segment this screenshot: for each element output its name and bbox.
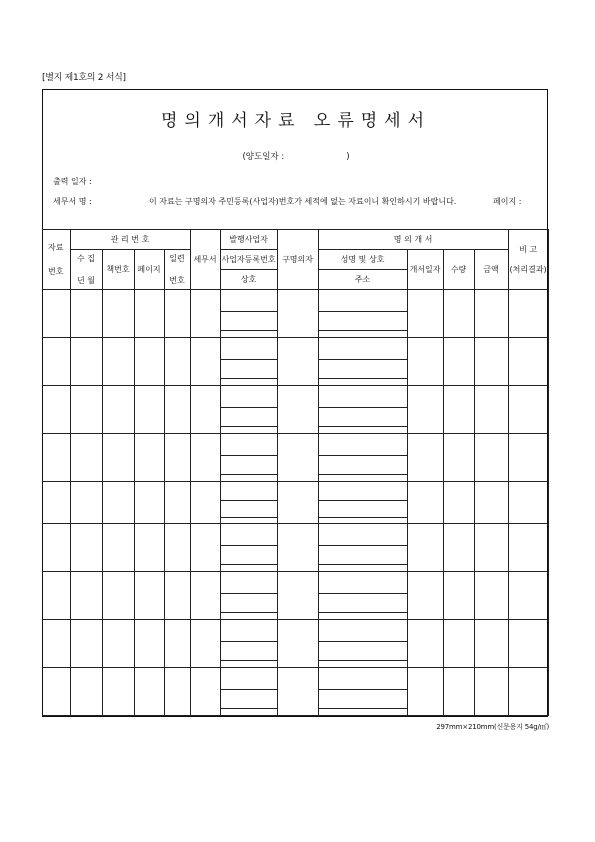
transfer-date-open: (양도일자 : — [242, 152, 285, 162]
header-serial: 일련 번호 — [164, 250, 190, 290]
table-cell — [318, 524, 407, 572]
cell-divider — [319, 641, 407, 642]
table-cell — [508, 386, 548, 434]
table-cell — [42, 572, 70, 620]
cell-divider — [319, 660, 407, 661]
table-cell — [134, 668, 164, 716]
cell-divider — [221, 612, 277, 613]
table-cell — [508, 620, 548, 668]
table-cell — [508, 434, 548, 482]
table-cell — [42, 524, 70, 572]
cell-divider — [319, 474, 407, 475]
table-cell — [220, 620, 277, 668]
table-cell — [42, 290, 70, 338]
table-cell — [134, 524, 164, 572]
error-table — [42, 229, 549, 716]
table-cell — [134, 386, 164, 434]
table-cell — [102, 572, 134, 620]
page-label: 페이지 : — [493, 197, 522, 206]
table-cell — [277, 338, 318, 386]
table-cell — [164, 620, 190, 668]
table-cell — [443, 434, 474, 482]
cell-divider — [319, 500, 407, 501]
table-cell — [277, 572, 318, 620]
table-cell — [220, 572, 277, 620]
table-cell — [407, 572, 443, 620]
transfer-date-close: ) — [346, 152, 350, 162]
table-cell — [42, 620, 70, 668]
table-cell — [407, 668, 443, 716]
table-cell — [443, 338, 474, 386]
table-cell — [277, 434, 318, 482]
table-row — [42, 434, 548, 482]
table-cell — [474, 482, 508, 524]
header-quantity: 수량 — [443, 250, 474, 290]
table-cell — [134, 290, 164, 338]
cell-divider — [319, 455, 407, 456]
paper-spec: 297mm×210mm(신문용지 54g/㎡) — [436, 723, 549, 731]
cell-divider — [221, 359, 277, 360]
table-cell — [134, 620, 164, 668]
table-cell — [42, 482, 70, 524]
table-cell — [164, 434, 190, 482]
cell-divider — [221, 689, 277, 690]
table-cell — [407, 620, 443, 668]
table-cell — [70, 290, 102, 338]
table-row — [42, 338, 548, 386]
table-cell — [70, 524, 102, 572]
table-cell — [220, 338, 277, 386]
header-trade-name: 상호 — [220, 270, 277, 290]
table-cell — [164, 668, 190, 716]
cell-divider — [221, 708, 277, 709]
transfer-date-line — [43, 150, 549, 162]
table-cell — [474, 338, 508, 386]
table-cell — [70, 338, 102, 386]
table-cell — [508, 572, 548, 620]
table-cell — [220, 482, 277, 524]
header-tax-office: 세무서 — [190, 230, 220, 290]
table-cell — [407, 434, 443, 482]
table-cell — [190, 434, 220, 482]
table-cell — [277, 482, 318, 524]
table-cell — [190, 620, 220, 668]
table-row — [42, 668, 548, 716]
table-cell — [318, 290, 407, 338]
table-cell — [134, 338, 164, 386]
header-collect: 수 집 년 월 — [70, 250, 102, 290]
cell-divider — [221, 500, 277, 501]
table-cell — [443, 572, 474, 620]
table-cell — [407, 290, 443, 338]
cell-divider — [319, 593, 407, 594]
table-cell — [70, 482, 102, 524]
table-cell — [220, 386, 277, 434]
cell-divider — [221, 593, 277, 594]
table-row — [42, 386, 548, 434]
table-cell — [102, 524, 134, 572]
header-biz-reg-no: 사업자등록번호 — [220, 250, 277, 270]
cell-divider — [319, 426, 407, 427]
table-row — [42, 620, 548, 668]
table-cell — [102, 482, 134, 524]
table-cell — [42, 386, 70, 434]
table-cell — [443, 290, 474, 338]
table-cell — [70, 620, 102, 668]
cell-divider — [319, 689, 407, 690]
cell-divider — [221, 517, 277, 518]
table-cell — [508, 668, 548, 716]
cell-divider — [221, 660, 277, 661]
table-cell — [190, 482, 220, 524]
table-cell — [318, 668, 407, 716]
table-cell — [164, 482, 190, 524]
table-cell — [42, 338, 70, 386]
table-cell — [474, 620, 508, 668]
table-cell — [277, 386, 318, 434]
table-cell — [443, 386, 474, 434]
table-row — [42, 524, 548, 572]
header-record-no: 자료 번호 — [42, 230, 70, 290]
cell-divider — [221, 426, 277, 427]
cell-divider — [319, 311, 407, 312]
table-cell — [190, 386, 220, 434]
table-cell — [42, 668, 70, 716]
cell-divider — [319, 545, 407, 546]
table-cell — [190, 668, 220, 716]
table-row — [42, 290, 548, 338]
table-row — [42, 482, 548, 524]
table-cell — [70, 386, 102, 434]
table-cell — [102, 620, 134, 668]
table-cell — [102, 338, 134, 386]
header-former-holder: 구명의자 — [277, 230, 318, 290]
table-cell — [70, 668, 102, 716]
table-cell — [318, 482, 407, 524]
table-cell — [443, 524, 474, 572]
cell-divider — [221, 407, 277, 408]
table-cell — [190, 572, 220, 620]
cell-divider — [221, 545, 277, 546]
table-cell — [508, 524, 548, 572]
cell-divider — [319, 517, 407, 518]
cell-divider — [221, 474, 277, 475]
table-row — [42, 572, 548, 620]
table-cell — [70, 572, 102, 620]
table-cell — [190, 290, 220, 338]
table-cell — [508, 338, 548, 386]
header-name-trade: 성명 및 상호 — [318, 250, 407, 270]
table-cell — [190, 524, 220, 572]
table-cell — [508, 482, 548, 524]
print-date-label: 출력 일자 : — [53, 177, 92, 186]
header-transfer: 명 의 개 서 — [318, 230, 508, 250]
table-cell — [220, 434, 277, 482]
table-cell — [164, 290, 190, 338]
table-cell — [42, 434, 70, 482]
table-cell — [474, 524, 508, 572]
table-cell — [220, 290, 277, 338]
table-cell — [164, 572, 190, 620]
table-cell — [134, 482, 164, 524]
header-issuer: 발행사업자 — [220, 230, 277, 250]
cell-divider — [221, 378, 277, 379]
header-amount: 금액 — [474, 250, 508, 290]
table-cell — [508, 290, 548, 338]
table-cell — [474, 572, 508, 620]
table-cell — [443, 482, 474, 524]
table-cell — [407, 524, 443, 572]
table-cell — [164, 338, 190, 386]
table-cell — [164, 524, 190, 572]
table-cell — [134, 434, 164, 482]
cell-divider — [319, 407, 407, 408]
table-cell — [474, 386, 508, 434]
header-book-no: 책번호 — [102, 250, 134, 290]
table-cell — [407, 482, 443, 524]
cell-divider — [319, 708, 407, 709]
table-cell — [443, 668, 474, 716]
table-cell — [102, 290, 134, 338]
form-title: 명의개서자료 오류명세서 — [160, 111, 432, 131]
table-cell — [474, 668, 508, 716]
table-cell — [407, 338, 443, 386]
table-cell — [277, 524, 318, 572]
table-cell — [318, 338, 407, 386]
notice-text: 이 자료는 구명의자 주민등록(사업자)번호가 세적에 없는 자료이니 확인하시기 바랍니다. — [149, 197, 457, 206]
cell-divider — [221, 455, 277, 456]
table-cell — [277, 290, 318, 338]
header-remarks: 비 고 (처리결과) — [508, 230, 548, 290]
table-cell — [102, 386, 134, 434]
form-label: [별지 제1호의 2 서식] — [42, 73, 126, 83]
cell-divider — [221, 311, 277, 312]
table-cell — [318, 620, 407, 668]
cell-divider — [221, 641, 277, 642]
cell-divider — [319, 359, 407, 360]
header-page: 페이지 — [134, 250, 164, 290]
cell-divider — [221, 330, 277, 331]
table-cell — [190, 338, 220, 386]
cell-divider — [319, 378, 407, 379]
table-cell — [474, 290, 508, 338]
table-cell — [164, 386, 190, 434]
table-cell — [134, 572, 164, 620]
table-cell — [318, 434, 407, 482]
cell-divider — [319, 612, 407, 613]
table-cell — [407, 386, 443, 434]
cell-divider — [319, 564, 407, 565]
table-cell — [220, 668, 277, 716]
cell-divider — [221, 564, 277, 565]
table-cell — [102, 434, 134, 482]
form-frame — [42, 89, 548, 717]
cell-divider — [319, 330, 407, 331]
tax-office-label: 세무서 명 : — [53, 197, 92, 206]
table-cell — [70, 434, 102, 482]
table-cell — [220, 524, 277, 572]
table-cell — [102, 668, 134, 716]
table-cell — [318, 572, 407, 620]
header-transfer-date: 개서일자 — [407, 250, 443, 290]
header-address: 주소 — [318, 270, 407, 290]
table-cell — [474, 434, 508, 482]
table-cell — [277, 620, 318, 668]
header-mgmt-no: 관 리 번 호 — [70, 230, 190, 250]
table-cell — [277, 668, 318, 716]
table-cell — [318, 386, 407, 434]
table-cell — [443, 620, 474, 668]
